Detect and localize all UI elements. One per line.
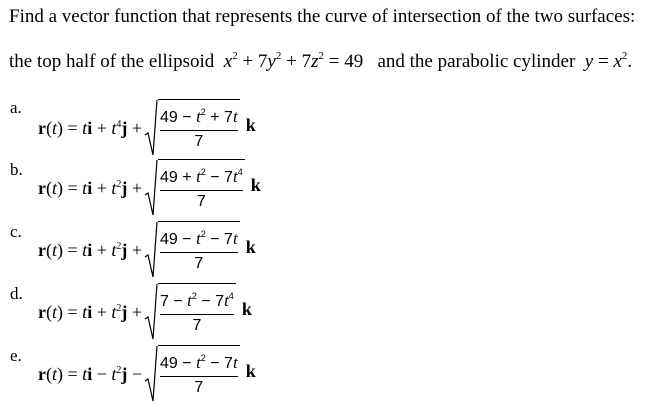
- sqrt-icon: [144, 345, 158, 403]
- choice-b-numerator: $49 + t^2 - 7t^4$: [160, 161, 243, 191]
- question-line-2-connector: and the parabolic cylinder: [377, 51, 576, 72]
- ellipsoid-equation: $x^2 + 7y^2 + 7z^2 = 49$: [223, 50, 373, 72]
- question-line-1: Find a vector function that represents the curve of intersection of the two surfaces:: [9, 6, 636, 27]
- choice-b-denominator: 7: [196, 193, 206, 210]
- sqrt-icon: [144, 99, 158, 157]
- choice-c-radical: [144, 221, 240, 279]
- cylinder-equation: $y = x^2$.: [584, 50, 633, 72]
- question-line-2: [9, 50, 632, 73]
- choice-d-denominator: 7: [192, 317, 202, 334]
- choice-d-letter: d.: [10, 284, 23, 303]
- choice-e[interactable]: [38, 344, 256, 404]
- choice-e-lhs: r(t) = ti − $t^2j$ −: [38, 363, 143, 384]
- choice-a-numerator: $49 - t^2 + 7t$: [160, 101, 238, 131]
- choice-a-radical: [144, 99, 240, 157]
- question-line-2-prefix: the top half of the ellipsoid: [9, 51, 215, 72]
- choice-b-k: k: [250, 174, 261, 195]
- choice-a[interactable]: [38, 98, 256, 158]
- choice-c-numerator: $49 - t^2 - 7t$: [160, 223, 238, 253]
- sqrt-icon: [144, 159, 158, 217]
- choice-e-letter: e.: [10, 346, 22, 365]
- sqrt-icon: [144, 283, 158, 341]
- choice-c-k: k: [245, 236, 256, 257]
- choice-a-denominator: 7: [194, 133, 204, 150]
- choice-b-letter: b.: [10, 160, 23, 179]
- choice-a-letter: a.: [10, 98, 22, 117]
- choice-c-lhs: r(t) = ti + $t^2j$ +: [38, 239, 143, 260]
- choice-c[interactable]: [38, 220, 256, 280]
- choice-a-k: k: [245, 114, 256, 135]
- choice-b-lhs: r(t) = ti + $t^2j$ +: [38, 177, 143, 198]
- choice-d-k: k: [241, 298, 252, 319]
- choice-d-lhs: r(t) = ti + $t^2j$ +: [38, 301, 143, 322]
- choice-d[interactable]: [38, 282, 252, 342]
- choice-c-letter: c.: [10, 222, 22, 241]
- choice-b-radical: [144, 159, 245, 217]
- choice-a-lhs: r(t) = ti + $t^4j$ +: [38, 117, 143, 138]
- choice-e-k: k: [245, 360, 256, 381]
- choice-e-numerator: $49 - t^2 - 7t$: [160, 347, 238, 377]
- choice-d-numerator: $7 - t^2 - 7t^4$: [160, 285, 234, 315]
- choice-e-radical: [144, 345, 240, 403]
- choice-e-denominator: 7: [194, 379, 204, 396]
- choice-b[interactable]: [38, 158, 261, 218]
- choice-c-denominator: 7: [194, 255, 204, 272]
- choice-d-radical: [144, 283, 236, 341]
- sqrt-icon: [144, 221, 158, 279]
